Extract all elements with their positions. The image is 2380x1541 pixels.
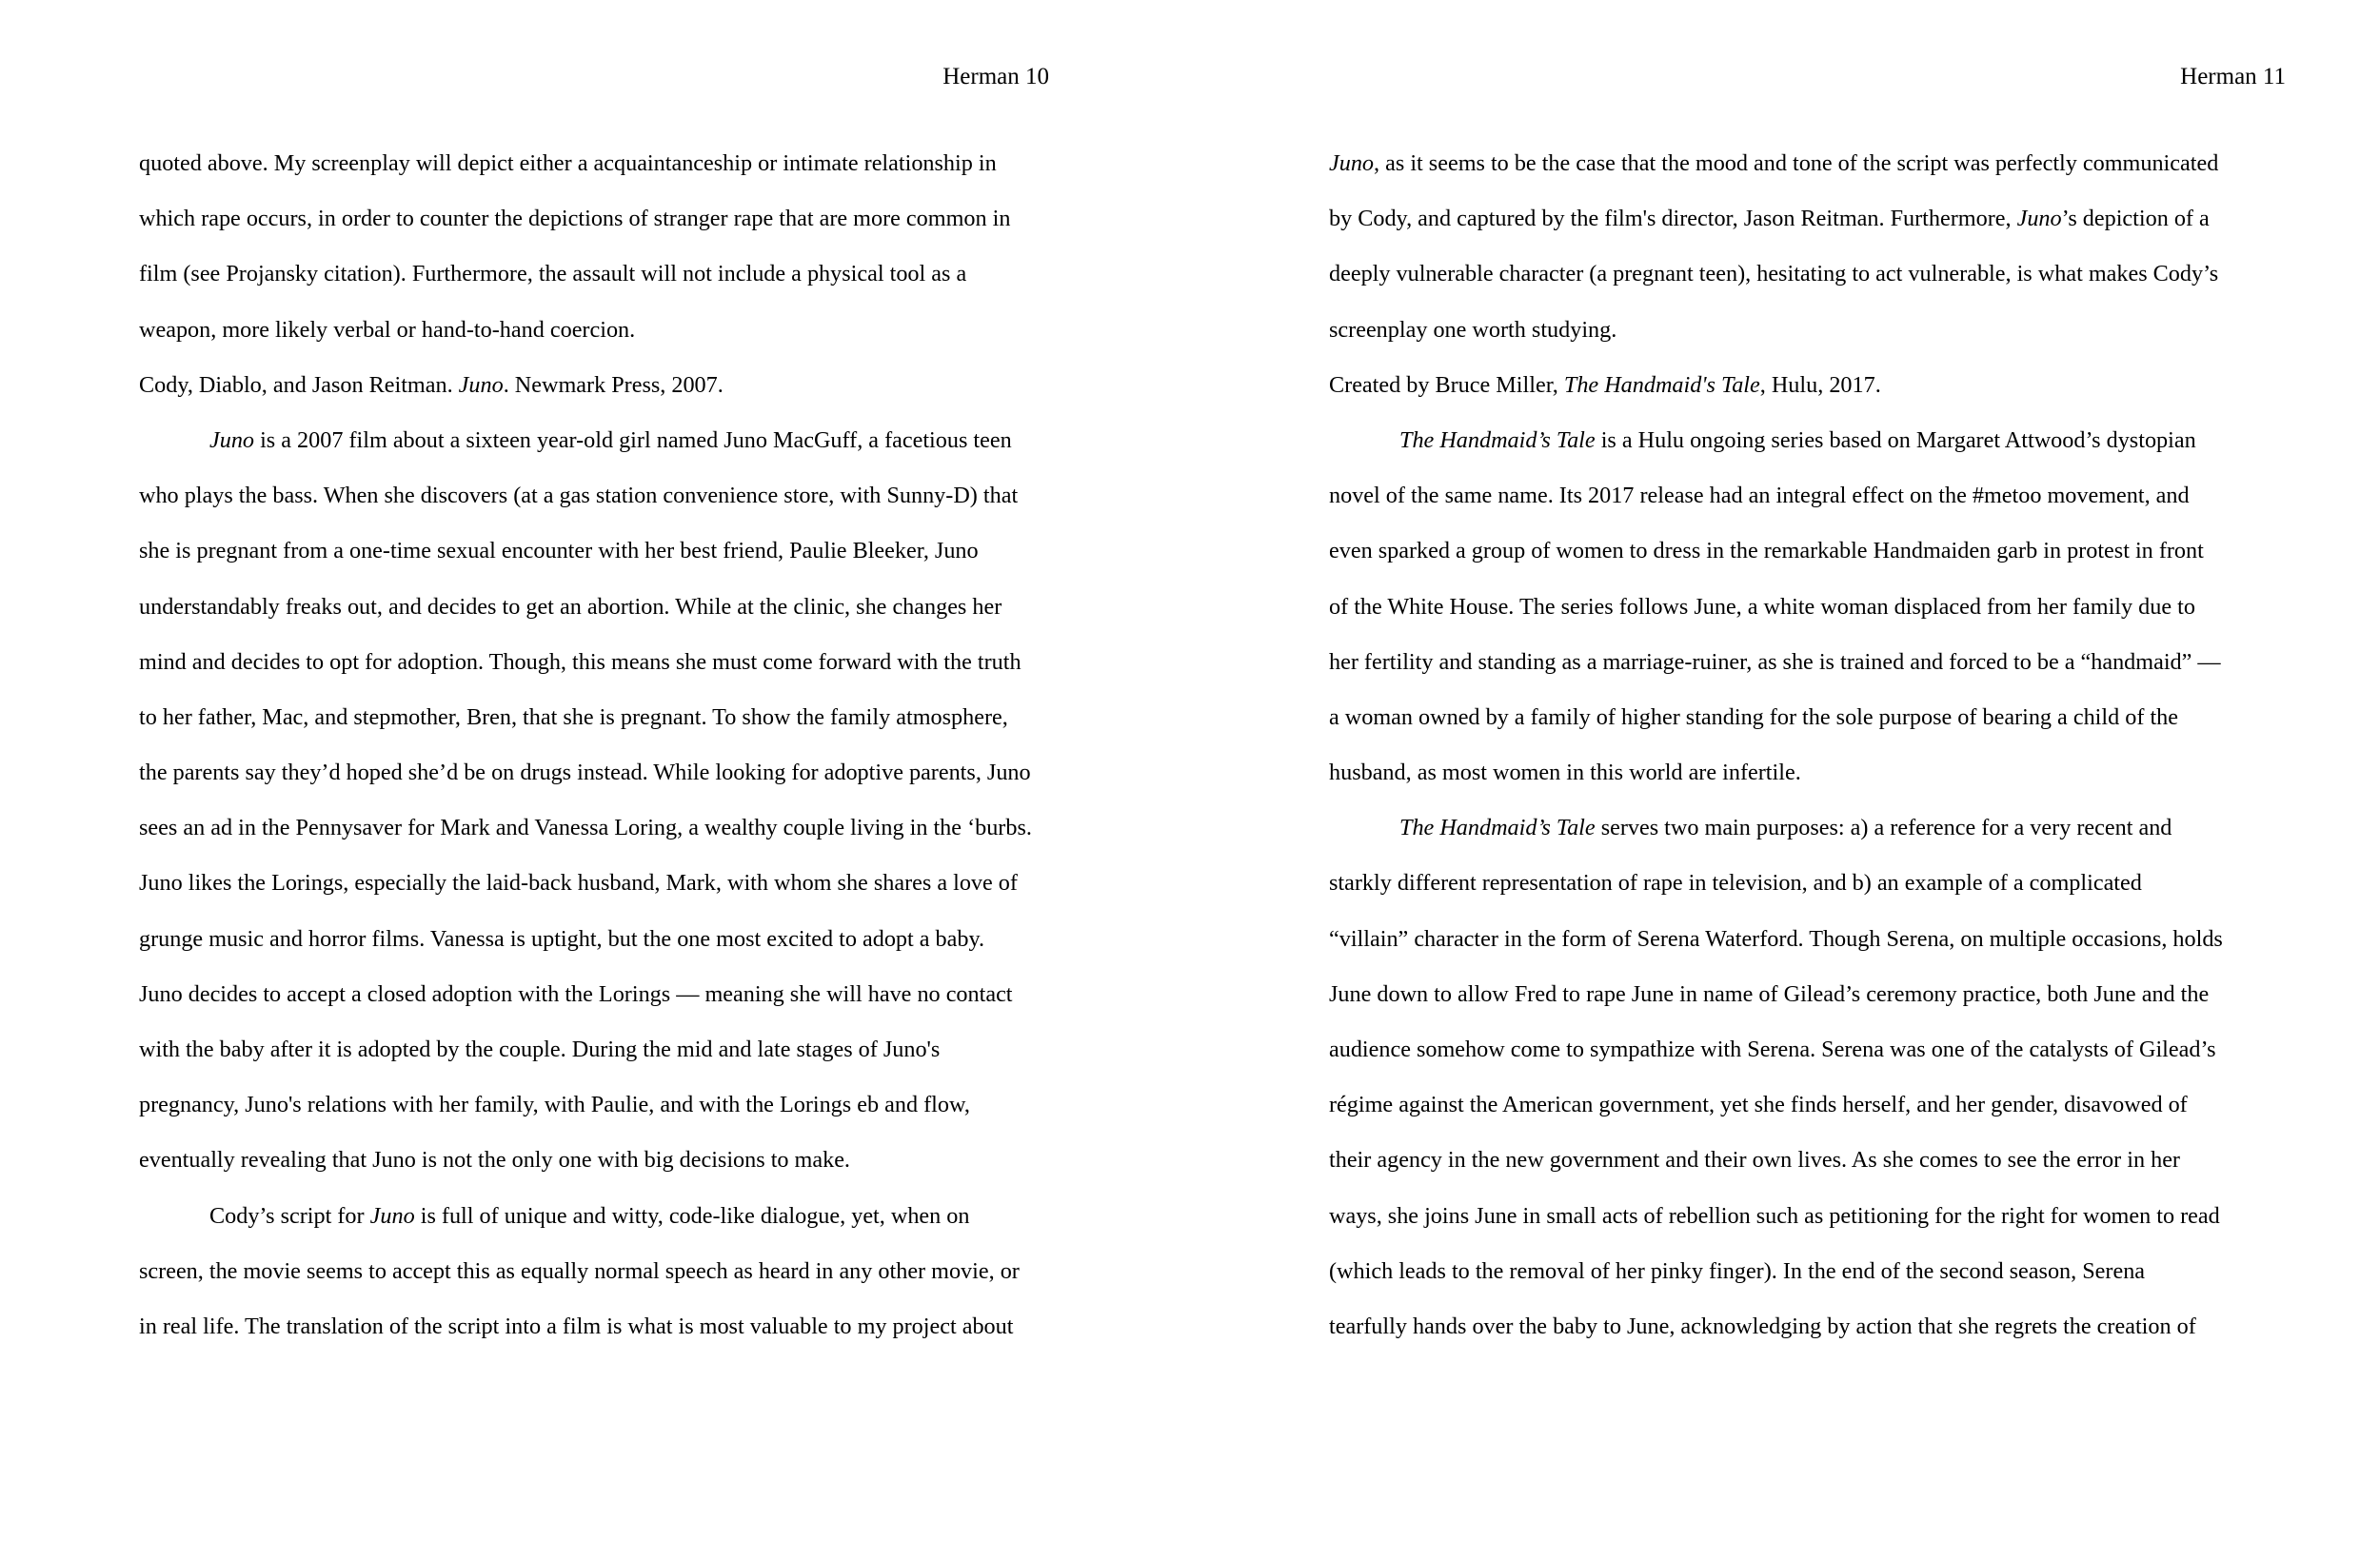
text-run: , Hulu, 2017. <box>1759 371 1881 398</box>
text-run: June down to allow Fred to rape June in name of Gilead’s ceremony practice, both June and the <box>1329 980 2210 1007</box>
text-line <box>139 1133 1053 1188</box>
text-line <box>1329 303 2243 358</box>
text-line <box>1329 1133 2243 1188</box>
running-head-left: Herman 10 <box>942 64 1049 89</box>
text-line <box>139 580 1053 635</box>
text-run: eventually revealing that Juno is not the only one with big decisions to make. <box>139 1147 850 1174</box>
text-run: who plays the bass. When she discovers (at a gas station convenience store, with Sunny-D) that <box>139 483 1019 509</box>
italic-title: The Handmaid’s Tale <box>1399 426 1596 453</box>
text-line <box>1329 1244 2243 1299</box>
text-run: régime against the American government, yet she finds herself, and her gender, disavowed of <box>1329 1092 2188 1118</box>
document-page-right <box>1190 0 2380 1541</box>
text-line <box>139 745 1053 800</box>
italic-title: Juno <box>1329 150 1375 176</box>
text-line <box>1329 1299 2243 1354</box>
text-line <box>1329 358 2243 413</box>
text-run: serves two main purposes: a) a reference for a very recent and <box>1595 815 2172 841</box>
text-line <box>1329 136 2243 191</box>
text-run: audience somehow come to sympathize with Serena. Serena was one of the catalysts of Gilead’s <box>1329 1037 2216 1062</box>
italic-title: The Handmaid’s Tale <box>1399 815 1596 841</box>
text-run: . Newmark Press, 2007. <box>503 371 724 398</box>
text-run: weapon, more likely verbal or hand-to-hand coercion. <box>139 316 636 343</box>
text-line <box>1329 580 2243 635</box>
text-line <box>1329 912 2243 967</box>
text-run: the parents say they’d hoped she’d be on drugs instead. While looking for adoptive parents, Juno <box>139 760 1031 786</box>
running-head-right: Herman 11 <box>2180 64 2286 89</box>
text-line <box>139 1189 1053 1244</box>
body-text-left <box>139 136 1053 1354</box>
italic-title: Juno <box>369 1202 415 1229</box>
text-run: their agency in the new government and their own lives. As she comes to see the error in her <box>1329 1147 2180 1174</box>
text-line <box>139 358 1053 413</box>
text-run: deeply vulnerable character (a pregnant teen), hesitating to act vulnerable, is what makes Cody’s <box>1329 261 2219 287</box>
italic-title: Juno <box>2016 206 2062 232</box>
text-run: Cody’s script for <box>209 1202 370 1229</box>
text-run: screenplay one worth studying. <box>1329 316 1617 343</box>
text-line <box>1329 1077 2243 1133</box>
text-run: screen, the movie seems to accept this as equally normal speech as heard in any other movie, or <box>139 1257 1020 1284</box>
text-run: even sparked a group of women to dress in the remarkable Handmaiden garb in protest in front <box>1329 538 2204 564</box>
text-run: with the baby after it is adopted by the couple. During the mid and late stages of Juno's <box>139 1037 941 1062</box>
text-line <box>1329 856 2243 911</box>
text-run: of the White House. The series follows June, a white woman displaced from her family due to <box>1329 593 2195 620</box>
text-run: “villain” character in the form of Serena Waterford. Though Serena, on multiple occasions, holds <box>1329 925 2223 952</box>
text-line <box>139 635 1053 690</box>
text-run: grunge music and horror films. Vanessa is uptight, but the one most excited to adopt a baby. <box>139 925 985 952</box>
text-run: pregnancy, Juno's relations with her family, with Paulie, and with the Lorings eb and flow, <box>139 1092 970 1118</box>
text-line <box>139 1244 1053 1299</box>
italic-title: Juno <box>458 371 504 398</box>
text-run: quoted above. My screenplay will depict either a acquaintanceship or intimate relationship in <box>139 150 997 176</box>
text-run: Juno decides to accept a closed adoption with the Lorings — meaning she will have no contact <box>139 980 1013 1007</box>
text-line <box>1329 635 2243 690</box>
text-run: (which leads to the removal of her pinky finger). In the end of the second season, Serena <box>1329 1257 2146 1284</box>
text-line <box>1329 1189 2243 1244</box>
text-line <box>1329 1022 2243 1077</box>
text-run: is a Hulu ongoing series based on Margaret Attwood’s dystopian <box>1595 426 2196 453</box>
text-line <box>1329 468 2243 524</box>
text-line <box>139 247 1053 302</box>
text-run: is full of unique and witty, code-like dialogue, yet, when on <box>414 1202 970 1229</box>
text-line <box>139 912 1053 967</box>
text-run: which rape occurs, in order to counter the depictions of stranger rape that are more common in <box>139 206 1011 232</box>
text-line <box>139 690 1053 745</box>
text-line <box>1329 690 2243 745</box>
text-line <box>1329 191 2243 247</box>
text-run: film (see Projansky citation). Furthermore, the assault will not include a physical tool as a <box>139 261 967 287</box>
text-run: , as it seems to be the case that the mood and tone of the script was perfectly communicated <box>1374 150 2219 176</box>
text-run: ways, she joins June in small acts of rebellion such as petitioning for the right for women to read <box>1329 1202 2220 1229</box>
text-run: novel of the same name. Its 2017 release had an integral effect on the #metoo movement, and <box>1329 483 2190 509</box>
text-line <box>1329 413 2243 468</box>
text-run: Created by Bruce Miller, <box>1329 371 1564 398</box>
text-line <box>139 191 1053 247</box>
text-run: ’s depiction of a <box>2061 206 2210 232</box>
text-line <box>139 1022 1053 1077</box>
text-run: understandably freaks out, and decides to get an abortion. While at the clinic, she changes her <box>139 593 1002 620</box>
text-line <box>139 1299 1053 1354</box>
text-run: tearfully hands over the baby to June, acknowledging by action that she regrets the creation of <box>1329 1313 2196 1339</box>
text-line <box>1329 800 2243 856</box>
text-line <box>1329 967 2243 1022</box>
text-line <box>139 856 1053 911</box>
text-run: she is pregnant from a one-time sexual encounter with her best friend, Paulie Bleeker, Juno <box>139 538 979 564</box>
italic-title: The Handmaid's Tale <box>1563 371 1760 398</box>
italic-title: Juno <box>209 426 255 453</box>
text-run: by Cody, and captured by the film's director, Jason Reitman. Furthermore, <box>1329 206 2017 232</box>
text-line <box>139 524 1053 579</box>
text-line <box>139 800 1053 856</box>
text-run: a woman owned by a family of higher standing for the sole purpose of bearing a child of the <box>1329 703 2178 730</box>
text-line <box>139 413 1053 468</box>
text-line <box>139 303 1053 358</box>
text-run: to her father, Mac, and stepmother, Bren, that she is pregnant. To show the family atmosphere, <box>139 703 1008 730</box>
text-line <box>139 967 1053 1022</box>
body-text-right <box>1329 136 2243 1354</box>
text-line <box>1329 524 2243 579</box>
text-run: sees an ad in the Pennysaver for Mark and Vanessa Loring, a wealthy couple living in the ‘burbs. <box>139 815 1032 841</box>
text-run: her fertility and standing as a marriage-ruiner, as she is trained and forced to be a “handmaid” — <box>1329 648 2221 675</box>
text-line <box>139 468 1053 524</box>
text-run: in real life. The translation of the script into a film is what is most valuable to my project about <box>139 1313 1014 1339</box>
text-run: is a 2007 film about a sixteen year-old girl named Juno MacGuff, a facetious teen <box>254 426 1012 453</box>
text-run: Juno likes the Lorings, especially the laid-back husband, Mark, with whom she shares a love of <box>139 870 1018 897</box>
text-run: Cody, Diablo, and Jason Reitman. <box>139 371 459 398</box>
text-line <box>139 1077 1053 1133</box>
text-line <box>1329 247 2243 302</box>
text-run: husband, as most women in this world are infertile. <box>1329 760 1801 786</box>
text-run: mind and decides to opt for adoption. Though, this means she must come forward with the truth <box>139 648 1021 675</box>
text-run: starkly different representation of rape in television, and b) an example of a complicated <box>1329 870 2142 897</box>
text-line <box>1329 745 2243 800</box>
text-line <box>139 136 1053 191</box>
